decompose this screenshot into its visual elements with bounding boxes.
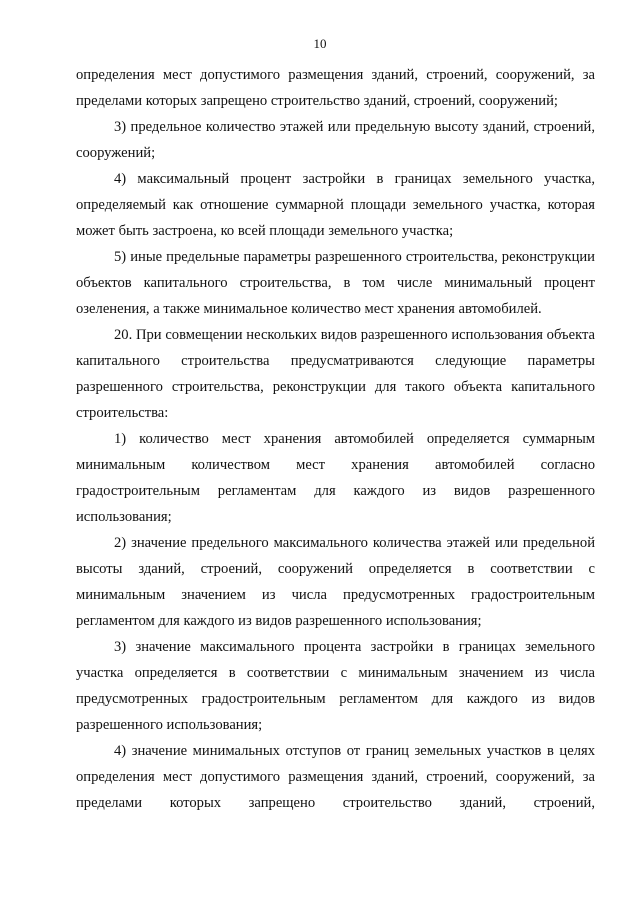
paragraph-item-5: 5) иные предельные параметры разрешенного строительства, реконструкции объектов капитального строительства, в том числе минимальный процент озеленения, а также минимальное количество мест хранения автомобилей.	[76, 249, 595, 317]
paragraph-item-4: 4) максимальный процент застройки в границах земельного участка, определяемый как отношение суммарной площади земельного участка, которая может быть застроена, ко всей площади земельного участка;	[76, 171, 595, 239]
paragraph-continuation: определения мест допустимого размещения зданий, строений, сооружений, за пределами которых запрещено строительство зданий, строений, сооружений;	[76, 67, 595, 109]
page-number: 10	[313, 36, 327, 51]
paragraph-subitem-2: 2) значение предельного максимального количества этажей или предельной высоты зданий, строений, сооружений определяется в соответствии с минимальным значением из числа предусмотренных градостроительным регламентом для каждого из видов разрешенного использования;	[76, 535, 595, 629]
document-body	[76, 62, 595, 816]
paragraph-item-3: 3) предельное количество этажей или предельную высоту зданий, строений, сооружений;	[76, 119, 595, 161]
paragraph-subitem-3: 3) значение максимального процента застройки в границах земельного участка определяется в соответствии с минимальным значением из числа предусмотренных градостроительным регламентом для каждого из видов разрешенного использования;	[76, 639, 595, 733]
paragraph-section-20: 20. При совмещении нескольких видов разрешенного использования объекта капитального строительства предусматриваются следующие параметры разрешенного строительства, реконструкции для такого объекта капитального строительства:	[76, 327, 595, 421]
paragraph-subitem-1: 1) количество мест хранения автомобилей определяется суммарным минимальным количеством мест хранения автомобилей согласно градостроительным регламентам для каждого из видов разрешенного использования;	[76, 431, 595, 525]
paragraph-subitem-4: 4) значение минимальных отступов от границ земельных участков в целях определения мест допустимого размещения зданий, строений, сооружений, за пределами которых запрещено строительство зданий, строений,	[76, 743, 595, 811]
